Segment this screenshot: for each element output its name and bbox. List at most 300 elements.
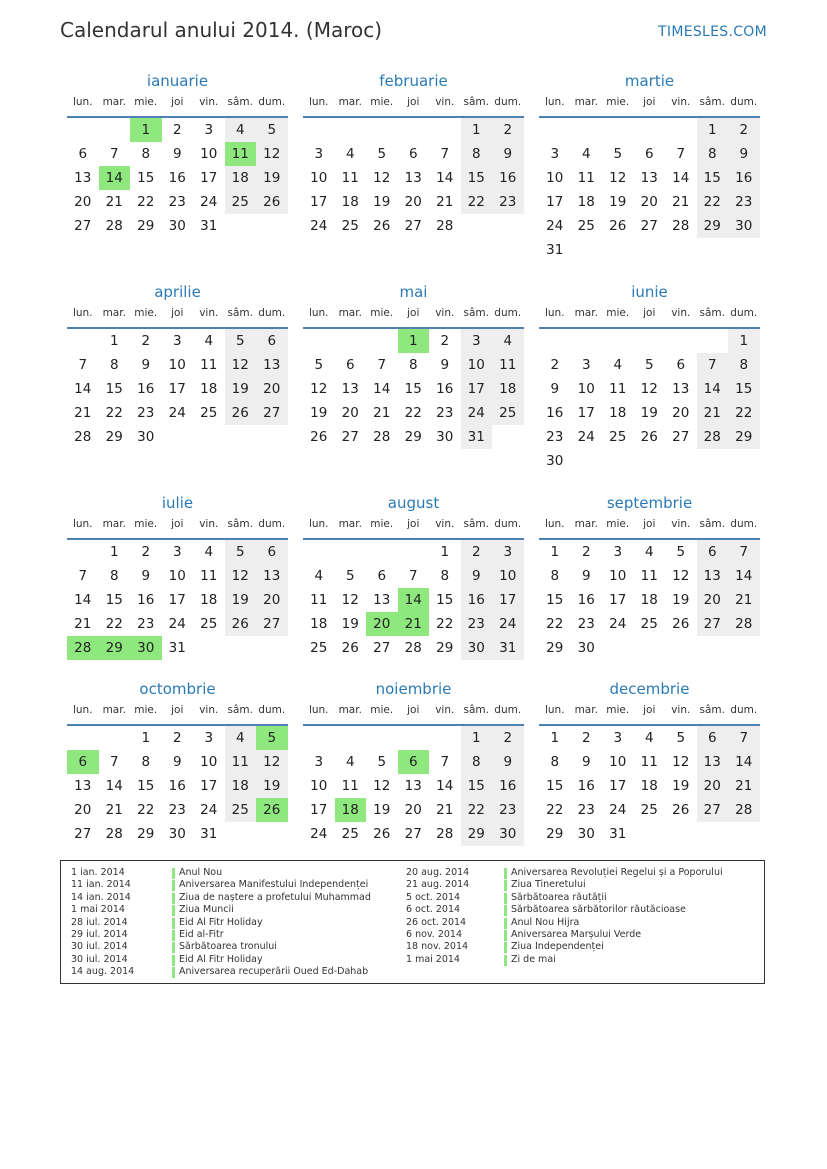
day-cell[interactable]: 20	[404, 194, 422, 210]
day-cell[interactable]: 27	[697, 798, 729, 822]
holiday-day-cell[interactable]: 1	[130, 118, 162, 142]
day-cell[interactable]: 24	[310, 218, 328, 234]
day-cell[interactable]: 2	[728, 118, 760, 142]
day-cell[interactable]: 26	[225, 401, 257, 425]
day-cell[interactable]: 23	[436, 405, 454, 421]
day-cell[interactable]: 18	[225, 166, 257, 190]
holiday-day-cell[interactable]: 1	[398, 329, 430, 353]
day-cell[interactable]: 11	[640, 568, 658, 584]
day-cell[interactable]: 14	[728, 750, 760, 774]
day-cell[interactable]: 20	[256, 377, 288, 401]
day-cell[interactable]: 21	[672, 194, 690, 210]
day-cell[interactable]: 22	[461, 798, 493, 822]
day-cell[interactable]: 2	[550, 357, 560, 373]
day-cell[interactable]: 8	[461, 142, 493, 166]
day-cell[interactable]: 18	[200, 381, 218, 397]
day-cell[interactable]: 13	[74, 778, 92, 794]
day-cell[interactable]: 11	[609, 381, 627, 397]
day-cell[interactable]: 4	[581, 146, 591, 162]
day-cell[interactable]: 12	[341, 592, 359, 608]
day-cell[interactable]: 8	[461, 750, 493, 774]
day-cell[interactable]: 8	[141, 146, 151, 162]
day-cell[interactable]: 28	[436, 218, 454, 234]
day-cell[interactable]: 23	[137, 616, 155, 632]
day-cell[interactable]: 6	[676, 357, 686, 373]
day-cell[interactable]: 5	[225, 540, 257, 564]
day-cell[interactable]: 6	[697, 726, 729, 750]
day-cell[interactable]: 29	[105, 429, 123, 445]
day-cell[interactable]: 31	[200, 826, 218, 842]
day-cell[interactable]: 21	[74, 405, 92, 421]
day-cell[interactable]: 1	[728, 329, 760, 353]
day-cell[interactable]: 31	[168, 640, 186, 656]
day-cell[interactable]: 9	[581, 568, 591, 584]
day-cell[interactable]: 4	[345, 754, 355, 770]
day-cell[interactable]: 22	[728, 401, 760, 425]
day-cell[interactable]: 7	[676, 146, 686, 162]
day-cell[interactable]: 13	[256, 564, 288, 588]
day-cell[interactable]: 27	[672, 429, 690, 445]
day-cell[interactable]: 10	[609, 568, 627, 584]
day-cell[interactable]: 26	[640, 429, 658, 445]
day-cell[interactable]: 19	[672, 778, 690, 794]
day-cell[interactable]: 29	[461, 822, 493, 846]
day-cell[interactable]: 16	[577, 592, 595, 608]
day-cell[interactable]: 7	[78, 568, 88, 584]
day-cell[interactable]: 3	[314, 754, 324, 770]
day-cell[interactable]: 28	[373, 429, 391, 445]
day-cell[interactable]: 30	[577, 826, 595, 842]
day-cell[interactable]: 14	[436, 170, 454, 186]
day-cell[interactable]: 12	[256, 142, 288, 166]
day-cell[interactable]: 26	[373, 218, 391, 234]
day-cell[interactable]: 5	[225, 329, 257, 353]
day-cell[interactable]: 8	[109, 568, 119, 584]
day-cell[interactable]: 4	[492, 329, 524, 353]
day-cell[interactable]: 24	[461, 401, 493, 425]
day-cell[interactable]: 20	[74, 802, 92, 818]
day-cell[interactable]: 12	[609, 170, 627, 186]
day-cell[interactable]: 6	[256, 540, 288, 564]
day-cell[interactable]: 6	[377, 568, 387, 584]
day-cell[interactable]: 8	[141, 754, 151, 770]
day-cell[interactable]: 12	[640, 381, 658, 397]
day-cell[interactable]: 25	[577, 218, 595, 234]
day-cell[interactable]: 2	[440, 333, 450, 349]
day-cell[interactable]: 3	[550, 146, 560, 162]
day-cell[interactable]: 21	[105, 194, 123, 210]
day-cell[interactable]: 25	[310, 640, 328, 656]
day-cell[interactable]: 17	[200, 778, 218, 794]
day-cell[interactable]: 4	[225, 726, 257, 750]
day-cell[interactable]: 17	[546, 194, 564, 210]
day-cell[interactable]: 4	[613, 357, 623, 373]
day-cell[interactable]: 14	[74, 381, 92, 397]
day-cell[interactable]: 9	[172, 146, 182, 162]
day-cell[interactable]: 11	[341, 170, 359, 186]
day-cell[interactable]: 5	[613, 146, 623, 162]
day-cell[interactable]: 29	[728, 425, 760, 449]
holiday-day-cell[interactable]: 21	[398, 612, 430, 636]
day-cell[interactable]: 8	[550, 754, 560, 770]
day-cell[interactable]: 21	[105, 802, 123, 818]
day-cell[interactable]: 15	[461, 774, 493, 798]
day-cell[interactable]: 16	[168, 778, 186, 794]
day-cell[interactable]: 7	[728, 540, 760, 564]
day-cell[interactable]: 9	[550, 381, 560, 397]
day-cell[interactable]: 24	[310, 826, 328, 842]
day-cell[interactable]: 2	[172, 730, 182, 746]
day-cell[interactable]: 31	[546, 242, 564, 258]
day-cell[interactable]: 10	[546, 170, 564, 186]
day-cell[interactable]: 27	[404, 826, 422, 842]
day-cell[interactable]: 17	[461, 377, 493, 401]
day-cell[interactable]: 13	[404, 170, 422, 186]
day-cell[interactable]: 13	[341, 381, 359, 397]
day-cell[interactable]: 17	[310, 802, 328, 818]
day-cell[interactable]: 14	[105, 778, 123, 794]
day-cell[interactable]: 16	[168, 170, 186, 186]
day-cell[interactable]: 9	[581, 754, 591, 770]
day-cell[interactable]: 7	[728, 726, 760, 750]
day-cell[interactable]: 15	[546, 778, 564, 794]
day-cell[interactable]: 7	[440, 146, 450, 162]
day-cell[interactable]: 18	[640, 592, 658, 608]
holiday-day-cell[interactable]: 20	[366, 612, 398, 636]
day-cell[interactable]: 2	[581, 544, 591, 560]
day-cell[interactable]: 8	[728, 353, 760, 377]
holiday-day-cell[interactable]: 18	[335, 798, 367, 822]
day-cell[interactable]: 6	[408, 146, 418, 162]
day-cell[interactable]: 6	[78, 146, 88, 162]
day-cell[interactable]: 12	[672, 568, 690, 584]
day-cell[interactable]: 9	[141, 568, 151, 584]
day-cell[interactable]: 19	[310, 405, 328, 421]
day-cell[interactable]: 13	[373, 592, 391, 608]
day-cell[interactable]: 16	[492, 166, 524, 190]
day-cell[interactable]: 10	[168, 568, 186, 584]
day-cell[interactable]: 4	[644, 730, 654, 746]
day-cell[interactable]: 8	[109, 357, 119, 373]
day-cell[interactable]: 17	[609, 778, 627, 794]
day-cell[interactable]: 26	[672, 616, 690, 632]
day-cell[interactable]: 14	[672, 170, 690, 186]
day-cell[interactable]: 15	[461, 166, 493, 190]
day-cell[interactable]: 21	[436, 802, 454, 818]
day-cell[interactable]: 21	[74, 616, 92, 632]
day-cell[interactable]: 20	[404, 802, 422, 818]
day-cell[interactable]: 15	[697, 166, 729, 190]
day-cell[interactable]: 27	[373, 640, 391, 656]
day-cell[interactable]: 26	[609, 218, 627, 234]
day-cell[interactable]: 22	[461, 190, 493, 214]
holiday-day-cell[interactable]: 26	[256, 798, 288, 822]
day-cell[interactable]: 9	[141, 357, 151, 373]
day-cell[interactable]: 22	[697, 190, 729, 214]
day-cell[interactable]: 11	[310, 592, 328, 608]
day-cell[interactable]: 19	[373, 802, 391, 818]
day-cell[interactable]: 30	[168, 826, 186, 842]
day-cell[interactable]: 23	[492, 190, 524, 214]
day-cell[interactable]: 29	[436, 640, 454, 656]
day-cell[interactable]: 22	[546, 616, 564, 632]
day-cell[interactable]: 7	[697, 353, 729, 377]
day-cell[interactable]: 1	[461, 726, 493, 750]
day-cell[interactable]: 5	[644, 357, 654, 373]
day-cell[interactable]: 24	[609, 616, 627, 632]
day-cell[interactable]: 11	[341, 778, 359, 794]
day-cell[interactable]: 10	[461, 353, 493, 377]
day-cell[interactable]: 18	[609, 405, 627, 421]
day-cell[interactable]: 4	[204, 333, 214, 349]
day-cell[interactable]: 18	[341, 194, 359, 210]
day-cell[interactable]: 11	[492, 353, 524, 377]
day-cell[interactable]: 13	[672, 381, 690, 397]
day-cell[interactable]: 28	[74, 429, 92, 445]
day-cell[interactable]: 27	[341, 429, 359, 445]
day-cell[interactable]: 16	[461, 588, 493, 612]
day-cell[interactable]: 11	[200, 568, 218, 584]
day-cell[interactable]: 25	[341, 826, 359, 842]
day-cell[interactable]: 3	[461, 329, 493, 353]
day-cell[interactable]: 18	[577, 194, 595, 210]
day-cell[interactable]: 16	[137, 592, 155, 608]
day-cell[interactable]: 9	[172, 754, 182, 770]
day-cell[interactable]: 8	[550, 568, 560, 584]
day-cell[interactable]: 17	[200, 170, 218, 186]
holiday-day-cell[interactable]: 30	[130, 636, 162, 660]
day-cell[interactable]: 16	[137, 381, 155, 397]
holiday-day-cell[interactable]: 6	[67, 750, 99, 774]
day-cell[interactable]: 20	[697, 774, 729, 798]
day-cell[interactable]: 27	[697, 612, 729, 636]
day-cell[interactable]: 23	[168, 194, 186, 210]
day-cell[interactable]: 2	[492, 118, 524, 142]
day-cell[interactable]: 14	[697, 377, 729, 401]
day-cell[interactable]: 30	[461, 636, 493, 660]
day-cell[interactable]: 29	[697, 214, 729, 238]
day-cell[interactable]: 22	[105, 616, 123, 632]
holiday-day-cell[interactable]: 5	[256, 726, 288, 750]
day-cell[interactable]: 9	[728, 142, 760, 166]
day-cell[interactable]: 14	[74, 592, 92, 608]
holiday-day-cell[interactable]: 14	[99, 166, 131, 190]
day-cell[interactable]: 18	[200, 592, 218, 608]
day-cell[interactable]: 1	[697, 118, 729, 142]
day-cell[interactable]: 25	[225, 190, 257, 214]
day-cell[interactable]: 15	[105, 592, 123, 608]
day-cell[interactable]: 10	[168, 357, 186, 373]
day-cell[interactable]: 2	[141, 333, 151, 349]
day-cell[interactable]: 5	[377, 146, 387, 162]
day-cell[interactable]: 23	[728, 190, 760, 214]
day-cell[interactable]: 7	[408, 568, 418, 584]
day-cell[interactable]: 30	[577, 640, 595, 656]
day-cell[interactable]: 29	[546, 640, 564, 656]
day-cell[interactable]: 26	[310, 429, 328, 445]
day-cell[interactable]: 27	[640, 218, 658, 234]
day-cell[interactable]: 17	[168, 592, 186, 608]
day-cell[interactable]: 30	[168, 218, 186, 234]
day-cell[interactable]: 19	[609, 194, 627, 210]
day-cell[interactable]: 28	[105, 218, 123, 234]
day-cell[interactable]: 13	[404, 778, 422, 794]
day-cell[interactable]: 23	[137, 405, 155, 421]
day-cell[interactable]: 17	[609, 592, 627, 608]
day-cell[interactable]: 30	[546, 453, 564, 469]
day-cell[interactable]: 2	[172, 122, 182, 138]
day-cell[interactable]: 30	[492, 822, 524, 846]
day-cell[interactable]: 6	[345, 357, 355, 373]
day-cell[interactable]: 5	[314, 357, 324, 373]
day-cell[interactable]: 10	[200, 146, 218, 162]
day-cell[interactable]: 15	[546, 592, 564, 608]
day-cell[interactable]: 24	[200, 802, 218, 818]
day-cell[interactable]: 5	[377, 754, 387, 770]
day-cell[interactable]: 3	[314, 146, 324, 162]
holiday-day-cell[interactable]: 6	[398, 750, 430, 774]
day-cell[interactable]: 28	[697, 425, 729, 449]
day-cell[interactable]: 8	[697, 142, 729, 166]
day-cell[interactable]: 12	[373, 778, 391, 794]
day-cell[interactable]: 16	[492, 774, 524, 798]
day-cell[interactable]: 28	[404, 640, 422, 656]
day-cell[interactable]: 2	[492, 726, 524, 750]
day-cell[interactable]: 17	[168, 381, 186, 397]
day-cell[interactable]: 6	[256, 329, 288, 353]
day-cell[interactable]: 2	[581, 730, 591, 746]
day-cell[interactable]: 23	[577, 616, 595, 632]
day-cell[interactable]: 28	[672, 218, 690, 234]
day-cell[interactable]: 10	[492, 564, 524, 588]
day-cell[interactable]: 11	[225, 750, 257, 774]
day-cell[interactable]: 26	[373, 826, 391, 842]
day-cell[interactable]: 3	[204, 730, 214, 746]
day-cell[interactable]: 10	[577, 381, 595, 397]
day-cell[interactable]: 1	[109, 544, 119, 560]
day-cell[interactable]: 27	[404, 218, 422, 234]
day-cell[interactable]: 1	[109, 333, 119, 349]
day-cell[interactable]: 7	[109, 754, 119, 770]
day-cell[interactable]: 26	[225, 612, 257, 636]
day-cell[interactable]: 22	[137, 802, 155, 818]
day-cell[interactable]: 25	[341, 218, 359, 234]
day-cell[interactable]: 29	[546, 826, 564, 842]
brand-link[interactable]: TIMESLES.COM	[658, 24, 767, 40]
day-cell[interactable]: 29	[137, 826, 155, 842]
day-cell[interactable]: 4	[314, 568, 324, 584]
day-cell[interactable]: 24	[609, 802, 627, 818]
day-cell[interactable]: 17	[310, 194, 328, 210]
day-cell[interactable]: 20	[672, 405, 690, 421]
day-cell[interactable]: 24	[200, 194, 218, 210]
day-cell[interactable]: 23	[461, 612, 493, 636]
day-cell[interactable]: 27	[74, 826, 92, 842]
day-cell[interactable]: 31	[492, 636, 524, 660]
day-cell[interactable]: 26	[256, 190, 288, 214]
day-cell[interactable]: 23	[577, 802, 595, 818]
day-cell[interactable]: 20	[74, 194, 92, 210]
day-cell[interactable]: 19	[341, 616, 359, 632]
day-cell[interactable]: 3	[172, 544, 182, 560]
day-cell[interactable]: 3	[172, 333, 182, 349]
day-cell[interactable]: 6	[644, 146, 654, 162]
day-cell[interactable]: 21	[728, 774, 760, 798]
day-cell[interactable]: 9	[440, 357, 450, 373]
day-cell[interactable]: 5	[676, 730, 686, 746]
day-cell[interactable]: 19	[225, 588, 257, 612]
day-cell[interactable]: 13	[697, 564, 729, 588]
day-cell[interactable]: 14	[436, 778, 454, 794]
day-cell[interactable]: 18	[310, 616, 328, 632]
day-cell[interactable]: 15	[404, 381, 422, 397]
day-cell[interactable]: 13	[256, 353, 288, 377]
day-cell[interactable]: 3	[613, 730, 623, 746]
day-cell[interactable]: 12	[672, 754, 690, 770]
day-cell[interactable]: 1	[550, 730, 560, 746]
day-cell[interactable]: 13	[640, 170, 658, 186]
holiday-day-cell[interactable]: 14	[398, 588, 430, 612]
day-cell[interactable]: 25	[200, 405, 218, 421]
day-cell[interactable]: 19	[225, 377, 257, 401]
day-cell[interactable]: 1	[440, 544, 450, 560]
day-cell[interactable]: 30	[137, 429, 155, 445]
day-cell[interactable]: 19	[672, 592, 690, 608]
day-cell[interactable]: 3	[204, 122, 214, 138]
day-cell[interactable]: 3	[581, 357, 591, 373]
day-cell[interactable]: 14	[728, 564, 760, 588]
holiday-day-cell[interactable]: 28	[67, 636, 99, 660]
day-cell[interactable]: 16	[436, 381, 454, 397]
day-cell[interactable]: 12	[225, 564, 257, 588]
day-cell[interactable]: 5	[345, 568, 355, 584]
day-cell[interactable]: 24	[546, 218, 564, 234]
day-cell[interactable]: 22	[105, 405, 123, 421]
day-cell[interactable]: 10	[310, 170, 328, 186]
day-cell[interactable]: 9	[492, 750, 524, 774]
day-cell[interactable]: 27	[256, 401, 288, 425]
day-cell[interactable]: 3	[613, 544, 623, 560]
day-cell[interactable]: 8	[408, 357, 418, 373]
day-cell[interactable]: 10	[200, 754, 218, 770]
day-cell[interactable]: 25	[492, 401, 524, 425]
day-cell[interactable]: 27	[256, 612, 288, 636]
day-cell[interactable]: 24	[492, 612, 524, 636]
day-cell[interactable]: 25	[200, 616, 218, 632]
day-cell[interactable]: 2	[461, 540, 493, 564]
day-cell[interactable]: 30	[436, 429, 454, 445]
day-cell[interactable]: 10	[609, 754, 627, 770]
day-cell[interactable]: 13	[697, 750, 729, 774]
day-cell[interactable]: 13	[74, 170, 92, 186]
day-cell[interactable]: 4	[225, 118, 257, 142]
day-cell[interactable]: 30	[728, 214, 760, 238]
day-cell[interactable]: 12	[225, 353, 257, 377]
day-cell[interactable]: 19	[373, 194, 391, 210]
day-cell[interactable]: 12	[310, 381, 328, 397]
day-cell[interactable]: 23	[546, 429, 564, 445]
day-cell[interactable]: 22	[137, 194, 155, 210]
day-cell[interactable]: 20	[341, 405, 359, 421]
day-cell[interactable]: 20	[256, 588, 288, 612]
day-cell[interactable]: 16	[728, 166, 760, 190]
day-cell[interactable]: 23	[168, 802, 186, 818]
day-cell[interactable]: 12	[373, 170, 391, 186]
day-cell[interactable]: 7	[440, 754, 450, 770]
day-cell[interactable]: 4	[204, 544, 214, 560]
day-cell[interactable]: 28	[728, 798, 760, 822]
day-cell[interactable]: 14	[373, 381, 391, 397]
